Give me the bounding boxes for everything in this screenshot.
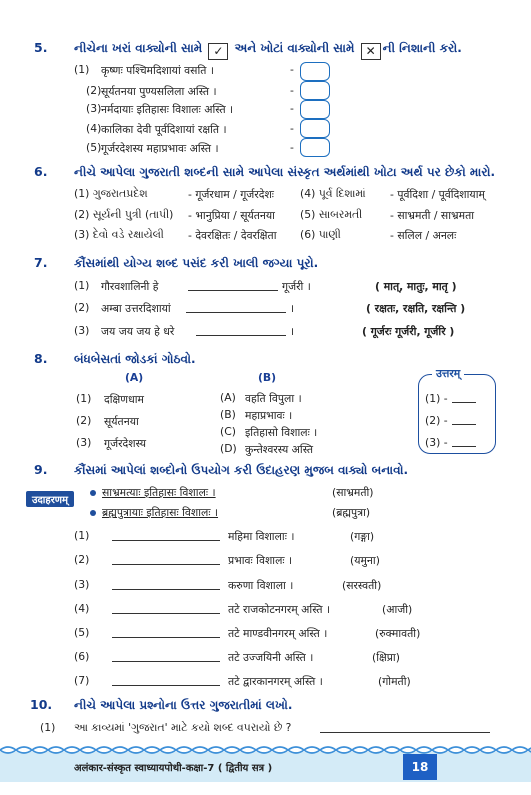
q8-col-a-3-number: (3) bbox=[76, 436, 92, 449]
answer-panel-heading: उत्तरम् bbox=[432, 366, 464, 381]
q10-item-1-blank[interactable] bbox=[320, 732, 490, 733]
q9-item-7-text: तटे द्वारकानगरम् अस्ति । bbox=[228, 675, 323, 688]
q9-item-4-blank[interactable] bbox=[112, 613, 220, 614]
q8-col-a-head: (A) bbox=[125, 371, 144, 384]
q9-item-4-text: तटे राजकोटनगरम् अस्ति । bbox=[228, 603, 331, 616]
q5-item-1-number: (1) bbox=[74, 63, 90, 76]
q9-item-6-number: (6) bbox=[74, 650, 90, 663]
q7-item-1-options: ( मात्, मातुः, मातृ ) bbox=[375, 280, 457, 293]
q5-title-part-a: નીચેના ખરાં વાક્યોની સામે bbox=[74, 41, 203, 55]
q9-item-3-text: करुणा विशाला । bbox=[228, 579, 294, 592]
q6-row-3-sanskrit-a: - देवरक्षितः / देवरक्षिता bbox=[188, 229, 277, 242]
q9-item-3-number: (3) bbox=[74, 578, 90, 591]
page-number: 18 bbox=[403, 754, 437, 780]
q8-col-b-4-number: (D) bbox=[220, 442, 237, 455]
q7-item-3-pre: जय जय जय हे धरे bbox=[101, 325, 175, 338]
q9-number: 9. bbox=[34, 462, 48, 477]
q5-item-5-text: गूर्जरदेशस्य महाप्रभावः अस्ति । bbox=[101, 142, 219, 155]
q7-item-2-options: ( रक्षतः, रक्षति, रक्षन्ति ) bbox=[366, 302, 466, 315]
q8-col-b-3-number: (C) bbox=[220, 425, 236, 438]
example-label: उदाहरणम् bbox=[26, 491, 74, 507]
q8-col-a-1-text: दक्षिणधाम bbox=[104, 393, 144, 406]
q9-item-7-number: (7) bbox=[74, 674, 90, 687]
q6-title: નીચે આપેલા ગુજરાતી શબ્દની સામે આપેલા સંસ્કૃત અર્થમાંથી ખોટા અર્થ પર છેકો મારો. bbox=[74, 165, 496, 179]
q6-row-1-gujarati-b: (4) પૂર્વ દિશામાં bbox=[300, 187, 366, 200]
q5-item-5-number: (5) bbox=[86, 141, 102, 154]
q5-answer-box-4[interactable] bbox=[300, 119, 330, 138]
q10-item-1-text: આ કાવ્યમાં 'ગુજરાત' માટે કયો શબ્દ વપરાયો છે ? bbox=[74, 721, 292, 734]
q7-item-3-number: (3) bbox=[74, 324, 90, 337]
q9-item-2-hint: (यमुना) bbox=[350, 554, 380, 567]
q9-item-4-number: (4) bbox=[74, 602, 90, 615]
q7-number: 7. bbox=[34, 255, 48, 270]
check-box-icon: ✓ bbox=[208, 43, 228, 60]
q8-col-b-3-text: इतिहासो विशालः । bbox=[245, 426, 318, 439]
example-1-text: साभ्रमत्याः इतिहासः विशालः । bbox=[102, 486, 216, 499]
q5-item-2-text: सूर्यतनया पुण्यसलिला अस्ति । bbox=[101, 85, 217, 98]
q5-dash-3: - bbox=[290, 102, 294, 115]
q9-item-2-text: प्रभावः विशालः । bbox=[228, 554, 293, 567]
q7-item-2-post: । bbox=[290, 302, 295, 315]
q8-answer-2-label: (2) - bbox=[425, 414, 448, 427]
q5-title bbox=[74, 41, 462, 60]
q7-title: કૌંસમાંથી યોગ્ય શબ્દ પસંદ કરી ખાલી જગ્યા પૂરો. bbox=[74, 256, 319, 270]
q8-col-b-2-text: महाप्रभावः । bbox=[245, 409, 293, 422]
q7-item-2-number: (2) bbox=[74, 301, 90, 314]
q9-item-7-blank[interactable] bbox=[112, 685, 220, 686]
q9-item-4-hint: (आजी) bbox=[382, 603, 413, 616]
q7-item-3-post: । bbox=[290, 325, 295, 338]
q9-item-3-hint: (सरस्वती) bbox=[342, 579, 382, 592]
q5-dash-2: - bbox=[290, 84, 294, 97]
example-2-text: ब्रह्मपुत्रायाः इतिहासः विशालः । bbox=[102, 506, 219, 519]
q8-col-b-head: (B) bbox=[258, 371, 277, 384]
q8-answer-2-blank[interactable] bbox=[452, 424, 476, 425]
q5-item-4-text: कालिका देवी पूर्वदिशायां रक्षति । bbox=[101, 123, 227, 136]
q8-answer-3-label: (3) - bbox=[425, 436, 448, 449]
q7-item-2-blank[interactable] bbox=[186, 312, 286, 313]
q7-item-1-post: गूर्जरी । bbox=[282, 280, 311, 293]
wave-border bbox=[0, 744, 531, 756]
q9-item-5-hint: (रुक्मावती) bbox=[375, 627, 421, 640]
q5-item-4-number: (4) bbox=[86, 122, 102, 135]
q6-row-2-sanskrit-b: - साभ्रमती / साभ्रमता bbox=[390, 209, 475, 222]
q5-item-3-number: (3) bbox=[86, 102, 102, 115]
q9-item-3-blank[interactable] bbox=[112, 589, 220, 590]
cross-box-icon: ✕ bbox=[361, 43, 381, 60]
q7-item-1-pre: गौरवशालिनी हे bbox=[101, 280, 159, 293]
q5-item-1-text: कृष्णः पश्चिमदिशायां वसति । bbox=[101, 64, 214, 77]
q8-col-b-2-number: (B) bbox=[220, 408, 236, 421]
q9-item-6-hint: (क्षिप्रा) bbox=[372, 651, 400, 664]
q9-item-1-text: महिमा विशालाः । bbox=[228, 530, 295, 543]
q6-row-3-gujarati-a: (3) દેવો વડે રક્ષાયેલી bbox=[74, 228, 164, 241]
q6-row-1-sanskrit-b: - पूर्वदिशा / पूर्वदिशायाम् bbox=[390, 188, 485, 201]
q7-item-1-number: (1) bbox=[74, 279, 90, 292]
q8-col-a-1-number: (1) bbox=[76, 392, 92, 405]
q9-item-6-blank[interactable] bbox=[112, 661, 220, 662]
q7-item-1-blank[interactable] bbox=[188, 290, 278, 291]
q5-dash-4: - bbox=[290, 122, 294, 135]
q5-item-3-text: नर्मदायाः इतिहासः विशालः अस्ति । bbox=[101, 103, 234, 116]
q9-item-2-number: (2) bbox=[74, 553, 90, 566]
q9-item-6-text: तटे उज्जयिनी अस्ति । bbox=[228, 651, 314, 664]
footer-title: अलंकार-संस्कृत स्वाध्यायपोथी-कक्षा-7 ( द्वितीय सत्र ) bbox=[74, 763, 273, 774]
q8-answer-1-label: (1) - bbox=[425, 392, 448, 405]
q8-col-a-2-text: सूर्यतनया bbox=[104, 415, 139, 428]
q5-answer-box-5[interactable] bbox=[300, 138, 330, 157]
q6-row-1-sanskrit-a: - गूर्जरधाम / गूर्जरदेशः bbox=[188, 188, 274, 201]
q9-item-2-blank[interactable] bbox=[112, 564, 220, 565]
q8-col-a-3-text: गूर्जरदेशस्य bbox=[104, 437, 147, 450]
q9-title: કૌંસમાં આપેલાં શબ્દોનો ઉપયોગ કરી ઉદાહરણ મુજબ વાક્યો બનાવો. bbox=[74, 463, 409, 477]
q6-number: 6. bbox=[34, 164, 48, 179]
example-2-hint: (ब्रह्मपुत्रा) bbox=[332, 506, 371, 519]
q8-answer-1-blank[interactable] bbox=[452, 402, 476, 403]
q5-answer-box-2[interactable] bbox=[300, 81, 330, 100]
q5-title-part-c: ની નિશાની કરો. bbox=[382, 41, 462, 55]
q5-item-2-number: (2) bbox=[86, 84, 102, 97]
q9-item-1-number: (1) bbox=[74, 529, 90, 542]
q9-item-5-number: (5) bbox=[74, 626, 90, 639]
q5-answer-box-3[interactable] bbox=[300, 100, 330, 119]
q8-col-b-1-text: वहति विपुला । bbox=[245, 392, 302, 405]
q6-row-2-gujarati-a: (2) સૂર્યની પુત્રી (તાપી) bbox=[74, 208, 174, 221]
q6-row-2-gujarati-b: (5) સાબરમતી bbox=[300, 208, 363, 221]
q6-row-3-gujarati-b: (6) પાણી bbox=[300, 228, 341, 241]
q9-item-7-hint: (गोमती) bbox=[378, 675, 411, 688]
q10-item-1-number: (1) bbox=[40, 721, 56, 734]
q5-answer-box-1[interactable] bbox=[300, 62, 330, 81]
q6-row-3-sanskrit-b: - सलिल / अनलः bbox=[390, 229, 457, 242]
q9-item-1-blank[interactable] bbox=[112, 540, 220, 541]
q8-col-b-1-number: (A) bbox=[220, 391, 236, 404]
q10-title: નીચે આપેલા પ્રશ્નોના ઉત્તર ગુજરાતીમાં લખો. bbox=[74, 698, 293, 712]
q6-row-1-gujarati-a: (1) ગુજરાતપ્રદેશ bbox=[74, 187, 148, 200]
q9-item-5-text: तटे माण्डवीनगरम् अस्ति । bbox=[228, 627, 328, 640]
q6-row-2-sanskrit-a: - भानुप्रिया / सूर्यतनया bbox=[188, 209, 275, 222]
q7-item-3-blank[interactable] bbox=[196, 335, 286, 336]
q8-answer-3-blank[interactable] bbox=[452, 446, 476, 447]
q9-item-5-blank[interactable] bbox=[112, 637, 220, 638]
example-bullet-1 bbox=[90, 490, 96, 496]
q7-item-2-pre: अम्बा उत्तरदिशायां bbox=[101, 302, 171, 315]
q5-dash-1: - bbox=[290, 63, 294, 76]
q5-dash-5: - bbox=[290, 141, 294, 154]
q8-col-a-2-number: (2) bbox=[76, 414, 92, 427]
q5-title-part-b: અને ખોટાં વાક્યોની સામે bbox=[234, 41, 355, 55]
q8-col-b-4-text: कुन्तेश्वरस्य अस्ति bbox=[245, 443, 314, 456]
q8-title: બંધબેસતાં જોડકાં ગોઠવો. bbox=[74, 352, 196, 366]
example-1-hint: (साभ्रमती) bbox=[332, 486, 374, 499]
q8-number: 8. bbox=[34, 351, 48, 366]
q9-item-1-hint: (गङ्गा) bbox=[350, 530, 375, 543]
q5-number: 5. bbox=[34, 40, 48, 55]
example-bullet-2 bbox=[90, 510, 96, 516]
q10-number: 10. bbox=[30, 697, 53, 712]
q7-item-3-options: ( गूर्जरः गूर्जरी, गूर्जरि ) bbox=[362, 325, 455, 338]
